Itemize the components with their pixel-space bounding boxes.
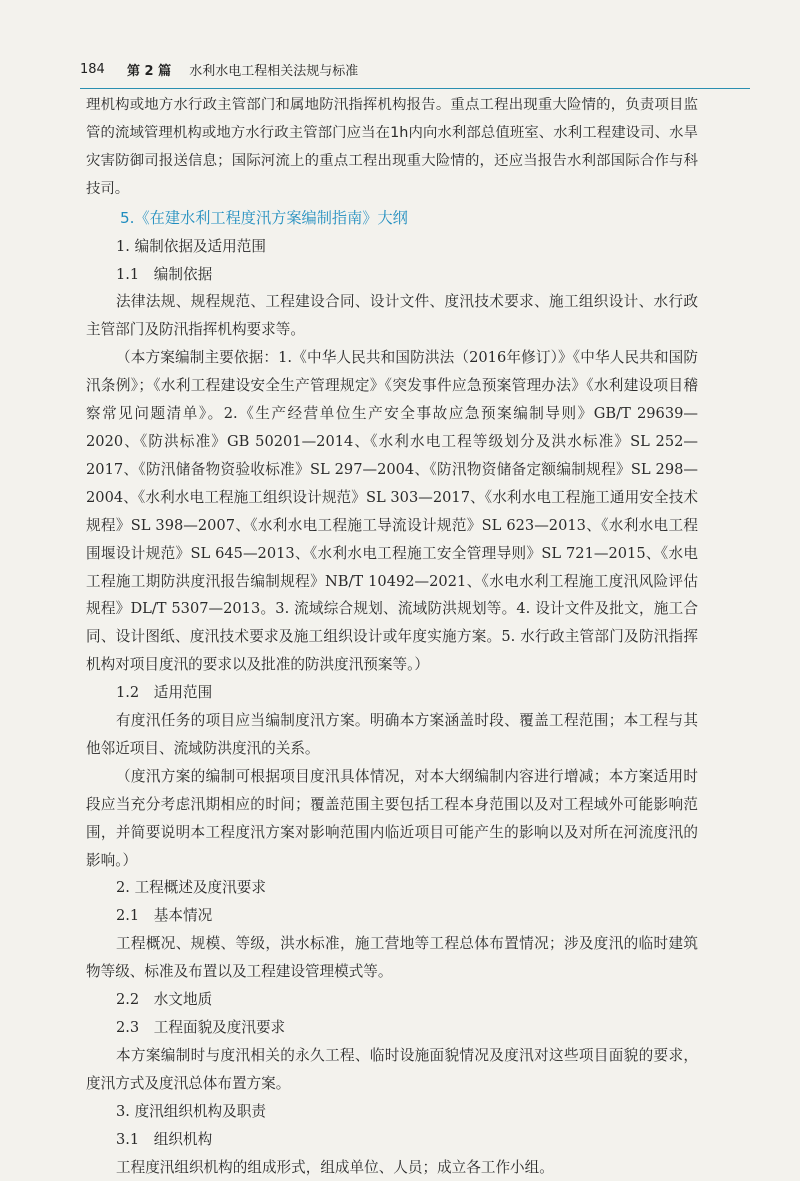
paragraph: （度汛方案的编制可根据项目度汛具体情况，对本大纲编制内容进行增减；本方案适用时段应当充分考虑汛期相应的时间；覆盖范围主要包括工程本身范围以及对工程域外可能影响范围，并简要说明本工程度汛方案对影响范围内临近项目可能产生的影响以及对所在河流度汛的影响。） [86, 767, 698, 869]
part-title: 水利水电工程相关法规与标准 [189, 64, 359, 79]
paragraph: 工程概况、规模、等级，洪水标准，施工营地等工程总体布置情况；涉及度汛的临时建筑物等级、标准及布置以及工程建设管理模式等。 [86, 935, 698, 981]
body-text [86, 92, 698, 1181]
paragraph: 法律法规、规程规范、工程建设合同、设计文件、度汛技术要求、施工组织设计、水行政主管部门及防汛指挥机构要求等。 [86, 293, 698, 339]
heading-3: 3. 度汛组织机构及职责 [116, 1102, 266, 1120]
heading-2-3: 2.3 工程面貌及度汛要求 [116, 1019, 286, 1036]
paragraph: 工程度汛组织机构的组成形式，组成单位、人员；成立各工作小组。 [116, 1158, 554, 1176]
heading-1-1: 1.1 编制依据 [116, 265, 213, 283]
paragraph: 本方案编制时与度汛相关的永久工程、临时设施面貌情况及度汛对这些项目面貌的要求，度汛方式及度汛总体布置方案。 [86, 1046, 698, 1092]
intro-paragraph: 理机构或地方水行政主管部门和属地防汛指挥机构报告。重点工程出现重大险情的，负责项目监管的流域管理机构或地方水行政主管部门应当在1h内向水利部总值班室、水利工程建设司、水旱灾害防御司报送信息；国际河流上的重点工程出现重大险情的，还应当报告水利部国际合作与科技司。 [86, 97, 698, 197]
header-rule [80, 88, 750, 89]
heading-1-2: 1.2 适用范围 [116, 684, 213, 702]
paragraph: 有度汛任务的项目应当编制度汛方案。明确本方案涵盖时段、覆盖工程范围；本工程与其他邻近项目、流域防洪度汛的关系。 [86, 712, 698, 757]
heading-1: 1. 编制依据及适用范围 [116, 237, 266, 255]
heading-2-1: 2.1 基本情况 [116, 907, 213, 925]
page-header [80, 60, 750, 90]
heading-3-1: 3.1 组织机构 [116, 1130, 213, 1148]
paragraph: （本方案编制主要依据：1.《中华人民共和国防洪法（2016年修订）》《中华人民共和国防汛条例》；《水利工程建设安全生产管理规定》《突发事件应急预案管理办法》《水利建设项目稽察常见问题清单》。2.《生产经营单位生产安全事故应急预案编制导则》GB/T 29639—2020、《防洪标准》GB 50201—2014、《水利水电工程等级划分及洪水标准》SL 252—2017、《防汛储备物资验收标准》SL 297—2004、《防汛物资储备定额编制规程》SL 298—2004、《水利水电工程施工组织设计规范》SL 303—2017、《水利水电工程施工通用安全技术规程》SL 398—2007、《水利水电工程施工导流设计规范》SL 623—2013、《水利水电工程围堰设计规范》SL 645—2013、《水利水电工程施工安全管理导则》SL 721—2015、《水电工程施工期防洪度汛报告编制规程》NB/T 10492—2021、《水电水利工程施工度汛风险评估规程》DL/T 5307—2013。3. 流域综合规划、流域防洪规划等。4. 设计文件及批文，施工合同、设计图纸、度汛技术要求及施工组织设计或年度实施方案。5. 水行政主管部门及防汛指挥机构对项目度汛的要求以及批准的防洪度汛预案等。） [86, 349, 698, 674]
section-title: 5.《在建水利工程度汛方案编制指南》大纲 [120, 208, 408, 227]
heading-2-2: 2.2 水文地质 [116, 991, 213, 1009]
page-number: 184 [80, 62, 105, 77]
heading-2: 2. 工程概述及度汛要求 [116, 879, 266, 897]
part-label: 第 2 篇 [126, 64, 172, 79]
